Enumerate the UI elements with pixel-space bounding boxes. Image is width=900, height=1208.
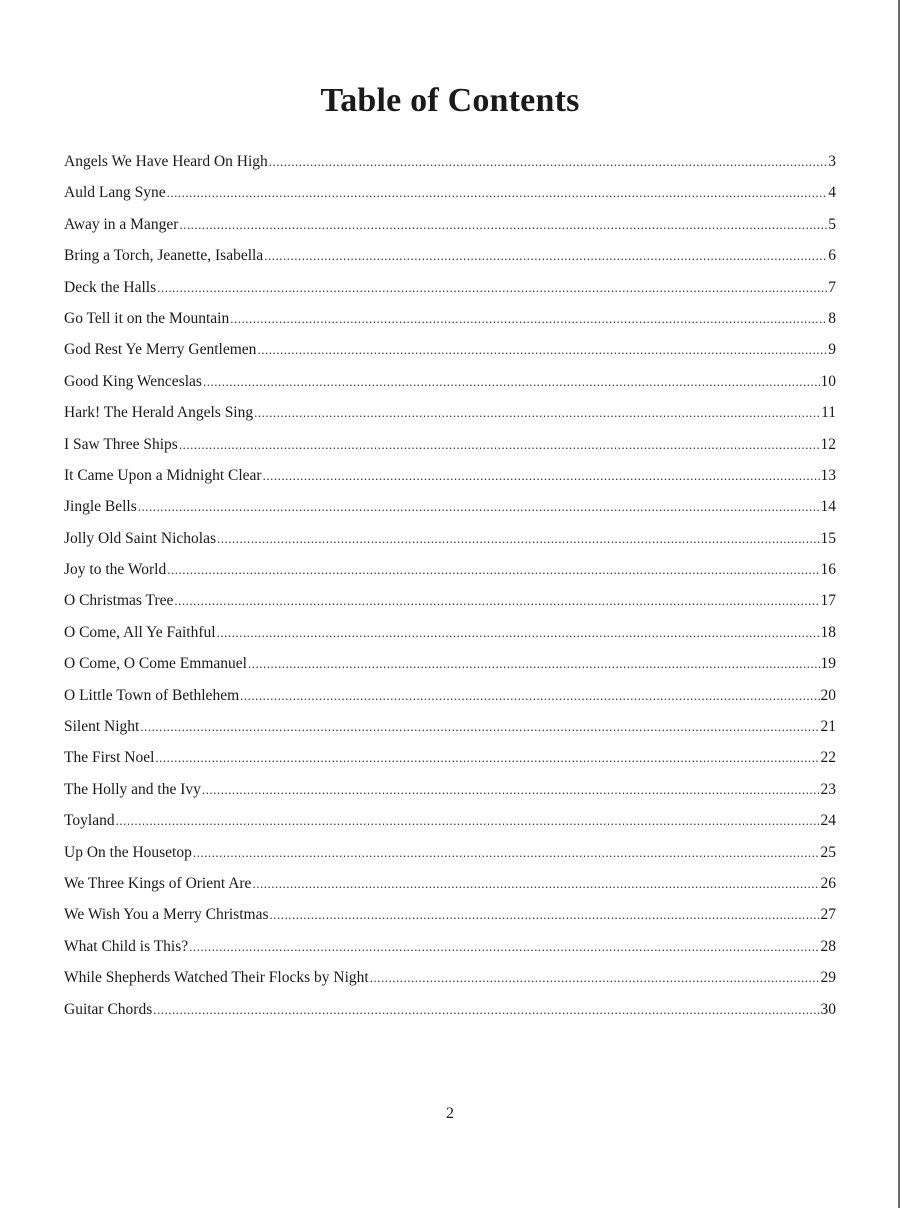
toc-dot-leader <box>270 899 820 930</box>
toc-dot-leader <box>189 931 819 962</box>
toc-entry-title: Angels We Have Heard On High <box>64 153 268 170</box>
toc-dot-leader <box>116 805 820 836</box>
toc-entry-title: We Wish You a Merry Christmas <box>64 906 269 924</box>
toc-entry-title: Silent Night <box>64 718 140 736</box>
toc-dot-leader <box>269 146 827 177</box>
toc-entry[interactable] <box>64 177 836 208</box>
toc-entry-title: I Saw Three Ships <box>64 435 178 453</box>
toc-entry-title: The Holly and the Ivy <box>64 780 201 798</box>
toc-entry-page: 6 <box>828 247 836 265</box>
toc-entry[interactable] <box>64 962 836 993</box>
toc-entry-page: 19 <box>820 655 836 673</box>
toc-dot-leader <box>179 429 820 460</box>
toc-entry-title: O Come, All Ye Faithful <box>64 623 216 641</box>
toc-entry-page: 28 <box>820 937 836 955</box>
toc-dot-leader <box>174 585 819 616</box>
toc-entry-page: 23 <box>820 780 836 798</box>
toc-entry[interactable] <box>64 303 836 334</box>
toc-entry-title: While Shepherds Watched Their Flocks by Night <box>64 969 369 987</box>
toc-dot-leader <box>179 209 827 240</box>
toc-dot-leader <box>252 868 819 899</box>
toc-dot-leader <box>157 272 827 303</box>
toc-entry[interactable] <box>64 585 836 616</box>
toc-entry-page: 26 <box>820 874 836 892</box>
toc-dot-leader <box>217 617 820 648</box>
toc-entry[interactable] <box>64 774 836 805</box>
toc-dot-leader <box>370 962 820 993</box>
toc-list <box>64 146 836 1025</box>
toc-entry[interactable] <box>64 397 836 428</box>
toc-entry-page: 10 <box>820 372 836 390</box>
toc-entry[interactable] <box>64 837 836 868</box>
toc-entry-title: God Rest Ye Merry Gentlemen <box>64 341 257 359</box>
toc-dot-leader <box>167 554 819 585</box>
toc-dot-leader <box>230 303 827 334</box>
toc-dot-leader <box>138 491 820 522</box>
toc-entry-title: O Christmas Tree <box>64 592 174 610</box>
toc-entry-title: Hark! The Herald Angels Sing <box>64 404 254 422</box>
page-number: 2 <box>446 1105 454 1122</box>
toc-entry[interactable] <box>64 805 836 836</box>
toc-entry-page: 7 <box>828 278 836 296</box>
toc-entry[interactable] <box>64 523 836 554</box>
toc-entry-title: The First Noel <box>64 749 155 767</box>
toc-dot-leader <box>263 460 820 491</box>
toc-dot-leader <box>248 648 820 679</box>
toc-entry-page: 12 <box>820 435 836 453</box>
toc-entry-title: Away in a Manger <box>64 215 179 233</box>
toc-dot-leader <box>140 711 819 742</box>
toc-entry-title: Bring a Torch, Jeanette, Isabella <box>64 247 264 265</box>
toc-entry[interactable] <box>64 680 836 711</box>
toc-entry-page: 24 <box>820 812 836 830</box>
toc-entry-page: 5 <box>828 215 836 233</box>
toc-entry[interactable] <box>64 491 836 522</box>
toc-entry[interactable] <box>64 209 836 240</box>
toc-entry-title: O Come, O Come Emmanuel <box>64 655 247 673</box>
toc-entry-page: 20 <box>820 686 836 704</box>
toc-entry-title: We Three Kings of Orient Are <box>64 874 252 892</box>
toc-entry[interactable] <box>64 429 836 460</box>
toc-entry-page: 13 <box>820 466 836 484</box>
toc-entry-title: Toyland <box>64 812 115 830</box>
toc-entry[interactable] <box>64 554 836 585</box>
toc-entry-page: 3 <box>828 153 836 170</box>
toc-entry[interactable] <box>64 868 836 899</box>
toc-entry[interactable] <box>64 617 836 648</box>
toc-entry-title: O Little Town of Bethlehem <box>64 686 240 704</box>
toc-entry-title: Guitar Chords <box>64 1000 153 1018</box>
toc-dot-leader <box>155 742 819 773</box>
toc-entry-title: It Came Upon a Midnight Clear <box>64 466 262 484</box>
toc-dot-leader <box>240 680 819 711</box>
toc-entry-title: Auld Lang Syne <box>64 184 166 202</box>
toc-entry-page: 16 <box>820 561 836 579</box>
toc-entry-page: 30 <box>820 1000 836 1018</box>
toc-entry[interactable] <box>64 931 836 962</box>
toc-entry-page: 18 <box>820 623 836 641</box>
toc-entry-title: Up On the Housetop <box>64 843 192 861</box>
toc-dot-leader <box>167 177 828 208</box>
toc-entry[interactable] <box>64 334 836 365</box>
page-title: Table of Contents <box>320 82 580 119</box>
toc-entry[interactable] <box>64 648 836 679</box>
toc-entry[interactable] <box>64 742 836 773</box>
toc-entry[interactable] <box>64 460 836 491</box>
toc-dot-leader <box>217 523 820 554</box>
toc-dot-leader <box>257 334 827 365</box>
toc-dot-leader <box>203 366 820 397</box>
toc-entry-page: 27 <box>820 906 836 924</box>
toc-entry-title: Jingle Bells <box>64 498 137 516</box>
toc-entry[interactable] <box>64 366 836 397</box>
toc-entry-page: 8 <box>828 309 836 327</box>
toc-entry[interactable] <box>64 272 836 303</box>
toc-entry-title: Good King Wenceslas <box>64 372 202 390</box>
toc-entry[interactable] <box>64 899 836 930</box>
toc-dot-leader <box>153 994 819 1025</box>
toc-entry-page: 4 <box>828 184 836 202</box>
toc-entry-page: 21 <box>820 718 836 736</box>
toc-dot-leader <box>193 837 820 868</box>
toc-entry-page: 11 <box>821 404 836 422</box>
toc-entry-page: 14 <box>820 498 836 516</box>
toc-entry-page: 17 <box>820 592 836 610</box>
toc-entry-page: 25 <box>820 843 836 861</box>
toc-entry[interactable] <box>64 240 836 271</box>
toc-entry-title: What Child is This? <box>64 937 189 955</box>
toc-entry-page: 9 <box>828 341 836 359</box>
toc-dot-leader <box>254 397 820 428</box>
toc-entry-page: 22 <box>820 749 836 767</box>
toc-dot-leader <box>264 240 827 271</box>
toc-entry-title: Deck the Halls <box>64 278 157 296</box>
toc-entry-title: Jolly Old Saint Nicholas <box>64 529 216 547</box>
toc-entry-page: 15 <box>820 529 836 547</box>
toc-entry[interactable] <box>64 994 836 1025</box>
toc-entry-page: 29 <box>820 969 836 987</box>
toc-entry-title: Joy to the World <box>64 561 167 579</box>
toc-dot-leader <box>202 774 820 805</box>
toc-entry[interactable] <box>64 146 836 177</box>
toc-entry-title: Go Tell it on the Mountain <box>64 309 230 327</box>
toc-entry[interactable] <box>64 711 836 742</box>
